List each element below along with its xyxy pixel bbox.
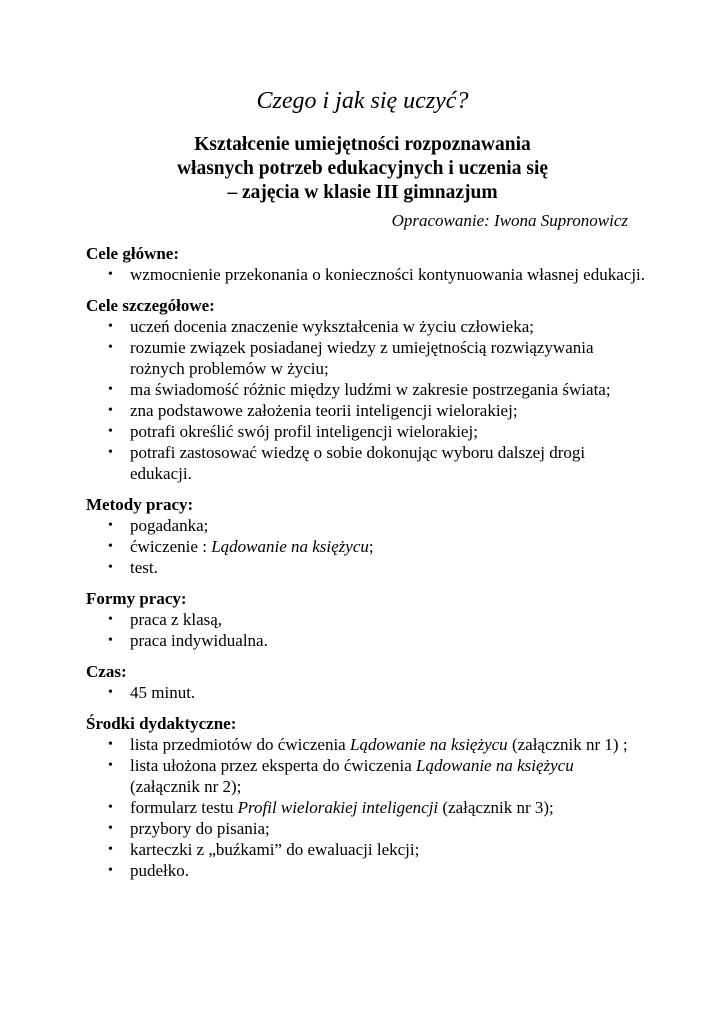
list-item-text: przybory do pisania; (130, 819, 270, 838)
list-item-text: potrafi zastosować wiedzę o sobie dokonując wyboru dalszej drogi edukacji. (130, 443, 586, 483)
bullet-icon: • (108, 424, 113, 439)
list-item-text: ćwiczenie : (130, 537, 212, 556)
list-item-text-tail: (załącznik nr 2); (130, 777, 242, 796)
section-heading: Metody pracy: (86, 495, 194, 514)
list-item (86, 557, 646, 578)
bullet-list (86, 515, 646, 578)
section-heading: Cele szczegółowe: (86, 296, 215, 315)
section-goals-detailed (86, 295, 646, 484)
exercise-title: Lądowanie na księżycu (211, 537, 369, 556)
section-materials (86, 713, 646, 881)
subtitle-line-2: własnych potrzeb edukacyjnych i uczenia się (176, 158, 549, 179)
list-item-text: pogadanka; (130, 516, 209, 535)
list-item (86, 264, 646, 285)
bullet-icon: • (108, 403, 113, 418)
bullet-list (86, 316, 646, 484)
list-item-text: ma świadomość różnic między ludźmi w zakresie postrzegania świata; (130, 380, 611, 399)
bullet-icon: • (108, 800, 113, 815)
list-item-text: lista przedmiotów do ćwiczenia (130, 735, 350, 754)
bullet-icon: • (108, 821, 113, 836)
bullet-icon: • (108, 319, 113, 334)
list-item (86, 818, 646, 839)
exercise-title: Lądowanie na księżycu (349, 735, 508, 754)
list-item-text: rozumie związek posiadanej wiedzy z umiejętnością rozwiązywania rożnych problemów w życiu; (130, 338, 594, 378)
list-item (86, 630, 646, 651)
bullet-list (86, 609, 646, 651)
list-item (86, 860, 646, 881)
list-item (86, 755, 646, 797)
bullet-icon: • (108, 340, 113, 355)
section-goals-main (86, 243, 646, 285)
list-item-text-tail: ; (368, 537, 374, 556)
bullet-icon: • (108, 842, 113, 857)
list-item-text: formularz testu (130, 798, 238, 817)
test-title: Profil wielorakiej inteligencji (237, 798, 439, 817)
list-item-text: test. (130, 558, 158, 577)
section-forms (86, 588, 646, 651)
bullet-icon: • (108, 560, 113, 575)
bullet-icon: • (108, 518, 113, 533)
document-subtitle (0, 133, 725, 205)
list-item-text: uczeń docenia znaczenie wykształcenia w życiu człowieka; (130, 317, 534, 336)
section-methods (86, 494, 646, 578)
list-item-text: zna podstawowe założenia teorii inteligencji wielorakiej; (130, 401, 518, 420)
subtitle-line-1: Kształcenie umiejętności rozpoznawania (194, 134, 531, 155)
list-item (86, 515, 646, 536)
list-item-text: praca z klasą, (130, 610, 223, 629)
author-credit: Opracowanie: Iwona Supronowicz (391, 211, 628, 230)
list-item (86, 400, 646, 421)
list-item-text: pudełko. (130, 861, 190, 880)
list-item (86, 421, 646, 442)
section-heading: Formy pracy: (86, 589, 187, 608)
subtitle-line-3: – zajęcia w klasie III gimnazjum (227, 182, 498, 203)
list-item (86, 536, 646, 557)
section-time (86, 661, 646, 703)
list-item (86, 442, 646, 484)
bullet-icon: • (108, 267, 113, 282)
list-item-text: praca indywidualna. (130, 631, 268, 650)
bullet-icon: • (108, 863, 113, 878)
bullet-icon: • (108, 758, 113, 773)
document-title: Czego i jak się uczyć? (256, 88, 469, 114)
bullet-icon: • (108, 633, 113, 648)
list-item (86, 337, 646, 379)
list-item (86, 734, 646, 755)
bullet-icon: • (108, 612, 113, 627)
list-item (86, 609, 646, 630)
section-heading: Środki dydaktyczne: (86, 714, 237, 733)
list-item-text-tail: (załącznik nr 3); (438, 798, 554, 817)
document-body (86, 243, 646, 891)
list-item-text: wzmocnienie przekonania o konieczności kontynuowania własnej edukacji. (130, 265, 646, 284)
list-item-text-tail: (załącznik nr 1) ; (507, 735, 628, 754)
list-item (86, 316, 646, 337)
bullet-icon: • (108, 382, 113, 397)
bullet-icon: • (108, 737, 113, 752)
list-item-text: 45 minut. (130, 683, 196, 702)
list-item-text: karteczki z „buźkami” do ewaluacji lekcji; (130, 840, 420, 859)
bullet-icon: • (108, 539, 113, 554)
list-item-text: potrafi określić swój profil inteligencji wielorakiej; (130, 422, 478, 441)
list-item (86, 682, 646, 703)
bullet-icon: • (108, 685, 113, 700)
list-item (86, 797, 646, 818)
section-heading: Czas: (86, 662, 127, 681)
list-item-text: lista ułożona przez eksperta do ćwiczenia (130, 756, 417, 775)
list-item (86, 839, 646, 860)
bullet-list (86, 264, 646, 285)
bullet-icon: • (108, 445, 113, 460)
list-item (86, 379, 646, 400)
bullet-list (86, 682, 646, 703)
bullet-list (86, 734, 646, 881)
section-heading: Cele główne: (86, 244, 180, 263)
exercise-title: Lądowanie na księżycu (416, 756, 574, 775)
